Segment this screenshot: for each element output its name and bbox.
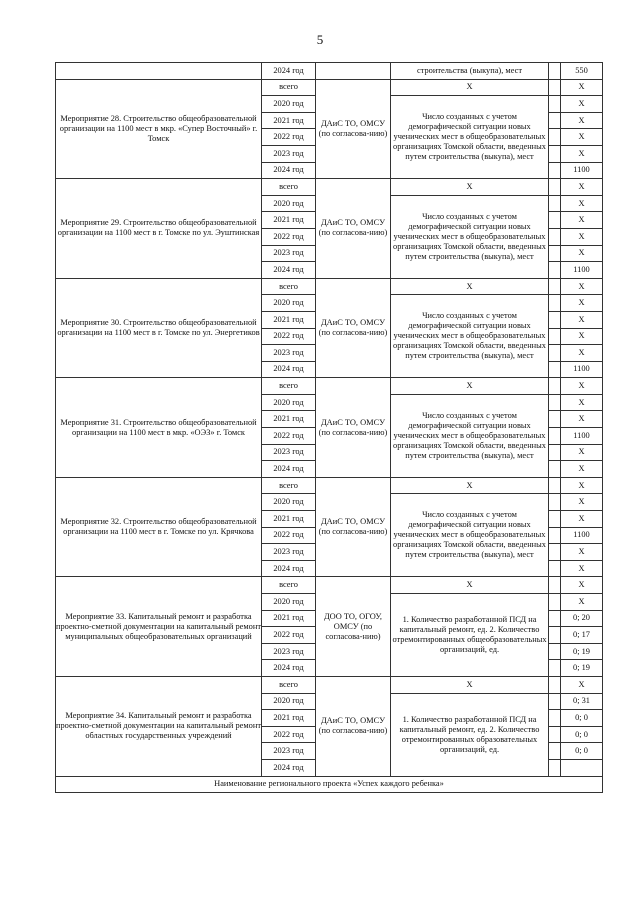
year-cell: всего: [262, 378, 316, 395]
indicator-total-cell: Х: [391, 477, 549, 494]
responsible-cell: [316, 63, 391, 80]
spacer-cell: [549, 726, 561, 743]
year-cell: 2023 год: [262, 444, 316, 461]
responsible-cell: ДАиС ТО, ОМСУ (по согласова-нию): [316, 79, 391, 179]
spacer-cell: [549, 594, 561, 611]
value-cell: 550: [561, 63, 603, 80]
value-cell: Х: [561, 212, 603, 229]
value-cell: Х: [561, 145, 603, 162]
year-cell: 2023 год: [262, 743, 316, 760]
indicator-total-cell: Х: [391, 378, 549, 395]
year-cell: 2021 год: [262, 112, 316, 129]
page-number: 5: [316, 32, 324, 47]
value-cell: Х: [561, 676, 603, 693]
spacer-cell: [549, 262, 561, 279]
year-cell: 2021 год: [262, 212, 316, 229]
value-cell: Х: [561, 311, 603, 328]
spacer-cell: [549, 610, 561, 627]
value-cell: Х: [561, 444, 603, 461]
value-cell: 0; 20: [561, 610, 603, 627]
table-row: [56, 378, 603, 395]
value-cell: Х: [561, 79, 603, 96]
value-cell: Х: [561, 295, 603, 312]
responsible-cell: ДАиС ТО, ОМСУ (по согласова-нию): [316, 676, 391, 776]
year-cell: 2022 год: [262, 527, 316, 544]
spacer-cell: [549, 444, 561, 461]
indicator-total-cell: Х: [391, 676, 549, 693]
event-name-cell: [56, 63, 262, 80]
value-cell: Х: [561, 179, 603, 196]
value-cell: Х: [561, 394, 603, 411]
value-cell: Х: [561, 345, 603, 362]
spacer-cell: [549, 245, 561, 262]
spacer-cell: [549, 328, 561, 345]
indicator-cell: строительства (выкупа), мест: [391, 63, 549, 80]
year-cell: 2024 год: [262, 759, 316, 776]
year-cell: всего: [262, 676, 316, 693]
year-cell: всего: [262, 179, 316, 196]
spacer-cell: [549, 477, 561, 494]
year-cell: 2024 год: [262, 361, 316, 378]
year-cell: 2022 год: [262, 726, 316, 743]
event-name-cell: Мероприятие 31. Строительство общеобразовательной организации на 1100 мест в мкр. «ОЭЗ» г. Томск: [56, 378, 262, 478]
event-name-cell: Мероприятие 34. Капитальный ремонт и разработка проектно-сметной документации на капитальный ремонт областных государственных учреждений: [56, 676, 262, 776]
table-row: [56, 63, 603, 80]
value-cell: 1100: [561, 527, 603, 544]
table-row: [56, 577, 603, 594]
table-row: [56, 477, 603, 494]
year-cell: 2024 год: [262, 560, 316, 577]
year-cell: 2020 год: [262, 693, 316, 710]
spacer-cell: [549, 394, 561, 411]
value-cell: 0; 0: [561, 743, 603, 760]
spacer-cell: [549, 511, 561, 528]
year-cell: 2020 год: [262, 494, 316, 511]
section-title-row: Наименование регионального проекта «Успех каждого ребенка»: [56, 776, 603, 793]
value-cell: 0; 0: [561, 710, 603, 727]
spacer-cell: [549, 162, 561, 179]
responsible-cell: ДОО ТО, ОГОУ, ОМСУ (по согласова-нию): [316, 577, 391, 677]
value-cell: 1100: [561, 262, 603, 279]
year-cell: всего: [262, 79, 316, 96]
year-cell: 2023 год: [262, 544, 316, 561]
spacer-cell: [549, 494, 561, 511]
value-cell: 0; 19: [561, 660, 603, 677]
indicator-total-cell: Х: [391, 79, 549, 96]
year-cell: 2024 год: [262, 162, 316, 179]
year-cell: всего: [262, 577, 316, 594]
year-cell: 2022 год: [262, 428, 316, 445]
year-cell: 2020 год: [262, 594, 316, 611]
indicator-total-cell: Х: [391, 577, 549, 594]
spacer-cell: [549, 676, 561, 693]
year-cell: всего: [262, 477, 316, 494]
table-row: [56, 179, 603, 196]
indicator-cell: Число созданных с учетом демографической ситуации новых ученических мест в общеобразовательных организациях Томской области, введенных путем строительства (выкупа), мест: [391, 295, 549, 378]
spacer-cell: [549, 428, 561, 445]
year-cell: 2020 год: [262, 295, 316, 312]
responsible-cell: ДАиС ТО, ОМСУ (по согласова-нию): [316, 477, 391, 577]
value-cell: 0; 19: [561, 643, 603, 660]
spacer-cell: [549, 179, 561, 196]
spacer-cell: [549, 63, 561, 80]
spacer-cell: [549, 361, 561, 378]
spacer-cell: [549, 311, 561, 328]
indicator-cell: 1. Количество разработанной ПСД на капитальный ремонт, ед. 2. Количество отремонтированных общеобразовательных организаций, ед.: [391, 594, 549, 677]
spacer-cell: [549, 295, 561, 312]
indicator-cell: Число созданных с учетом демографической ситуации новых ученических мест в общеобразовательных организациях Томской области, введенных путем строительства (выкупа), мест: [391, 96, 549, 179]
value-cell: Х: [561, 577, 603, 594]
spacer-cell: [549, 378, 561, 395]
year-cell: 2024 год: [262, 262, 316, 279]
indicator-cell: Число созданных с учетом демографической ситуации новых ученических мест в общеобразовательных организациях Томской области, введенных путем строительства (выкупа), мест: [391, 195, 549, 278]
value-cell: 0; 31: [561, 693, 603, 710]
spacer-cell: [549, 345, 561, 362]
year-cell: 2023 год: [262, 245, 316, 262]
year-cell: 2021 год: [262, 610, 316, 627]
value-cell: Х: [561, 195, 603, 212]
year-cell: 2023 год: [262, 345, 316, 362]
value-cell: Х: [561, 594, 603, 611]
year-cell: 2020 год: [262, 96, 316, 113]
responsible-cell: ДАиС ТО, ОМСУ (по согласова-нию): [316, 378, 391, 478]
value-cell: [561, 759, 603, 776]
spacer-cell: [549, 145, 561, 162]
spacer-cell: [549, 627, 561, 644]
spacer-cell: [549, 759, 561, 776]
spacer-cell: [549, 693, 561, 710]
indicator-total-cell: Х: [391, 179, 549, 196]
year-cell: 2021 год: [262, 411, 316, 428]
table-row: [56, 278, 603, 295]
value-cell: Х: [561, 544, 603, 561]
value-cell: 1100: [561, 361, 603, 378]
spacer-cell: [549, 195, 561, 212]
table-row: [56, 676, 603, 693]
spacer-cell: [549, 96, 561, 113]
spacer-cell: [549, 560, 561, 577]
responsible-cell: ДАиС ТО, ОМСУ (по согласова-нию): [316, 278, 391, 378]
spacer-cell: [549, 544, 561, 561]
event-name-cell: Мероприятие 33. Капитальный ремонт и разработка проектно-сметной документации на капитальный ремонт муниципальных общеобразовательных организаций: [56, 577, 262, 677]
spacer-cell: [549, 660, 561, 677]
value-cell: 1100: [561, 162, 603, 179]
spacer-cell: [549, 228, 561, 245]
value-cell: 0; 17: [561, 627, 603, 644]
value-cell: Х: [561, 278, 603, 295]
year-cell: 2024 год: [262, 461, 316, 478]
value-cell: Х: [561, 477, 603, 494]
spacer-cell: [549, 212, 561, 229]
year-cell: 2020 год: [262, 394, 316, 411]
year-cell: 2021 год: [262, 710, 316, 727]
value-cell: Х: [561, 511, 603, 528]
year-cell: 2022 год: [262, 228, 316, 245]
year-cell: 2024 год: [262, 63, 316, 80]
value-cell: 0; 0: [561, 726, 603, 743]
spacer-cell: [549, 743, 561, 760]
event-name-cell: Мероприятие 28. Строительство общеобразовательной организации на 1100 мест в мкр. «Супер Восточный» г. Томск: [56, 79, 262, 179]
spacer-cell: [549, 710, 561, 727]
value-cell: Х: [561, 411, 603, 428]
spacer-cell: [549, 112, 561, 129]
year-cell: 2022 год: [262, 627, 316, 644]
spacer-cell: [549, 79, 561, 96]
value-cell: Х: [561, 560, 603, 577]
spacer-cell: [549, 461, 561, 478]
value-cell: Х: [561, 378, 603, 395]
indicator-cell: Число созданных с учетом демографической ситуации новых ученических мест в общеобразовательных организациях Томской области, введенных путем строительства (выкупа), мест: [391, 394, 549, 477]
year-cell: 2021 год: [262, 511, 316, 528]
year-cell: 2023 год: [262, 145, 316, 162]
table-row: [56, 776, 603, 793]
year-cell: всего: [262, 278, 316, 295]
value-cell: Х: [561, 112, 603, 129]
value-cell: Х: [561, 96, 603, 113]
indicator-total-cell: Х: [391, 278, 549, 295]
year-cell: 2023 год: [262, 643, 316, 660]
year-cell: 2021 год: [262, 311, 316, 328]
spacer-cell: [549, 577, 561, 594]
event-name-cell: Мероприятие 30. Строительство общеобразовательной организации на 1100 мест в г. Томске по ул. Энергетиков: [56, 278, 262, 378]
spacer-cell: [549, 643, 561, 660]
spacer-cell: [549, 129, 561, 146]
value-cell: Х: [561, 494, 603, 511]
value-cell: Х: [561, 461, 603, 478]
spacer-cell: [549, 278, 561, 295]
value-cell: Х: [561, 129, 603, 146]
year-cell: 2022 год: [262, 328, 316, 345]
indicator-cell: Число созданных с учетом демографической ситуации новых ученических мест в общеобразовательных организациях Томской области, введенных путем строительства (выкупа), мест: [391, 494, 549, 577]
year-cell: 2020 год: [262, 195, 316, 212]
value-cell: Х: [561, 245, 603, 262]
program-table: [55, 62, 603, 793]
value-cell: 1100: [561, 428, 603, 445]
spacer-cell: [549, 411, 561, 428]
event-name-cell: Мероприятие 32. Строительство общеобразовательной организации на 1100 мест в г. Томске по ул. Крячкова: [56, 477, 262, 577]
indicator-cell: 1. Количество разработанной ПСД на капитальный ремонт, ед. 2. Количество отремонтированных образовательных организаций, ед.: [391, 693, 549, 776]
value-cell: Х: [561, 328, 603, 345]
year-cell: 2024 год: [262, 660, 316, 677]
value-cell: Х: [561, 228, 603, 245]
table-row: [56, 79, 603, 96]
event-name-cell: Мероприятие 29. Строительство общеобразовательной организации на 1100 мест в г. Томске по ул. Эуштинская: [56, 179, 262, 279]
spacer-cell: [549, 527, 561, 544]
responsible-cell: ДАиС ТО, ОМСУ (по согласова-нию): [316, 179, 391, 279]
year-cell: 2022 год: [262, 129, 316, 146]
